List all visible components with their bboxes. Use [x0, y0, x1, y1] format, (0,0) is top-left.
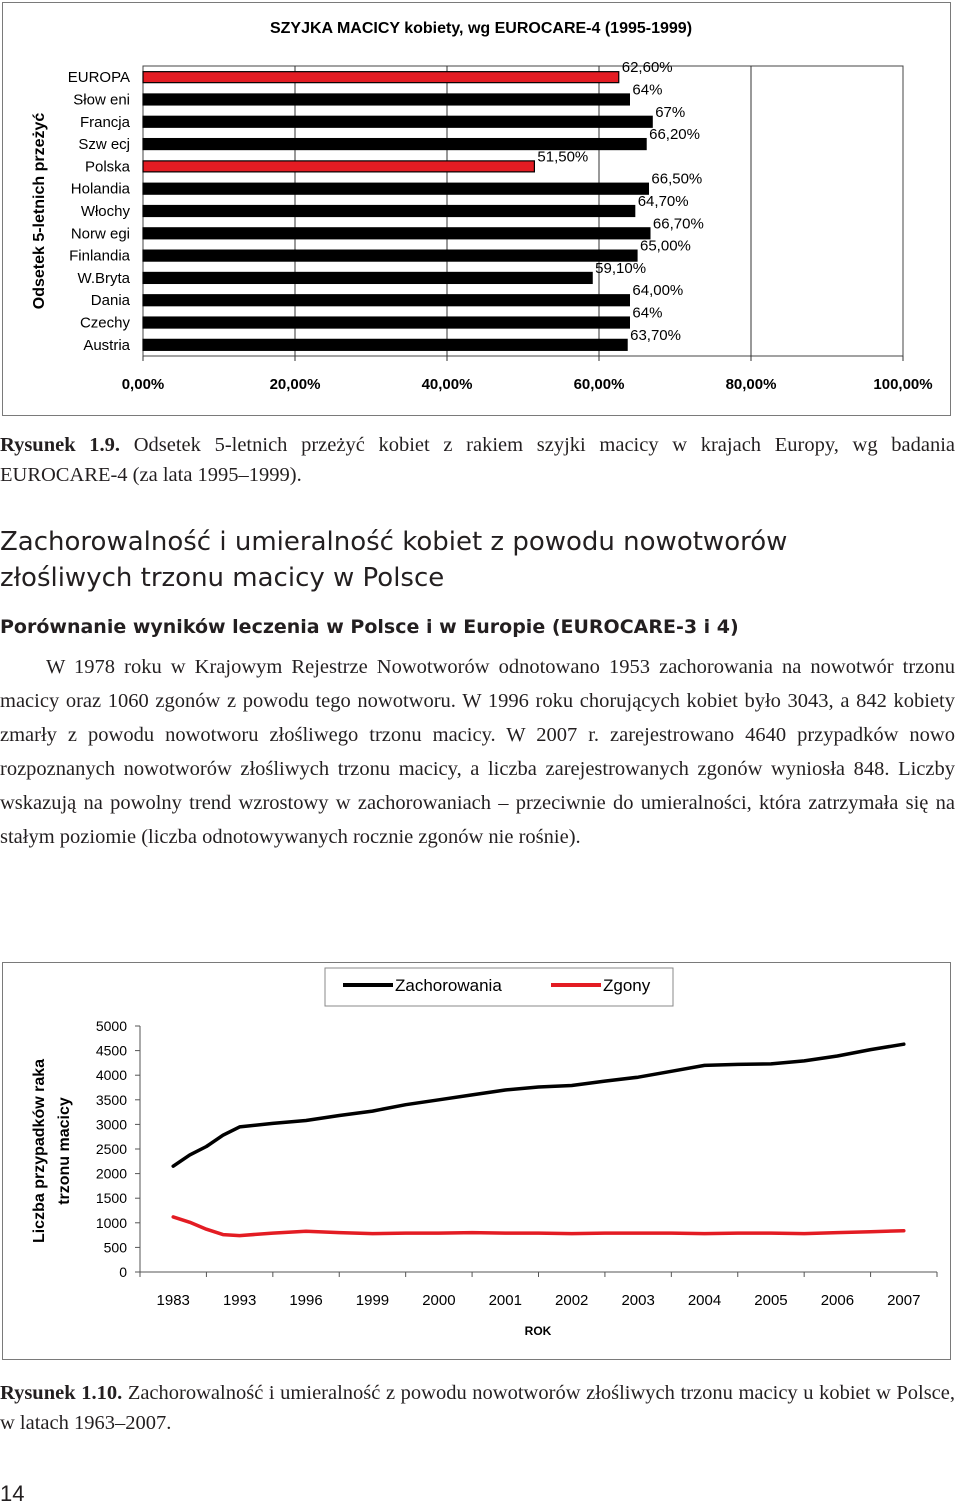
legend-label: Zgony	[603, 976, 651, 995]
x-tick-label: 1983	[156, 1292, 190, 1309]
x-tick-label: 1993	[222, 1292, 257, 1309]
body-paragraph: W 1978 roku w Krajowym Rejestrze Nowotworów odnotowano 1953 zachorowania na nowotwór trzonu macicy oraz 1060 zgonów z powodu tego nowotworu. W 1996 roku chorujących kobiet było 3043, a 842 kobiety zmarły z powodu nowotworu złośliwego trzonu macicy. W 2007 r. zarejestrowano 4640 przypadków nowo rozpoznanych nowotworów złośliwych trzonu macicy, a liczba zarejestrowanych zgonów wyniosła 848. Liczby wskazują na powolny trend wzrostowy w zachorowaniach – przeciwnie do umieralności, która zatrzymała się na stałym poziomie (liczba odnotowywanych rocznie zgonów nie rośnie).	[0, 656, 955, 848]
incidence-line-chart	[2, 962, 951, 1360]
bar-category-label: Słow eni	[73, 91, 130, 109]
subheading: Porównanie wyników leczenia w Polsce i w Europie (EUROCARE-3 i 4)	[0, 616, 739, 638]
y-tick-label: 2000	[95, 1165, 127, 1182]
bar-category-label: W.Bryta	[77, 269, 130, 287]
bar-value-label: 65,00%	[640, 237, 691, 255]
bar-value-label: 64%	[632, 304, 663, 322]
y-tick-label: 0	[119, 1264, 127, 1280]
y-tick-label: 1500	[95, 1190, 127, 1207]
y-axis-label: Odsetek 5-letnich przeżyć	[31, 112, 48, 310]
x-tick-label: 2007	[887, 1292, 921, 1309]
bar	[143, 250, 637, 261]
y-tick-label: 4500	[95, 1042, 127, 1059]
survival-bar-chart	[2, 2, 951, 416]
bar-category-label: EUROPA	[67, 69, 130, 87]
bar-value-label: 66,70%	[652, 215, 704, 233]
figure-1-9-text: Odsetek 5-letnich przeżyć kobiet z rakiem szyjki macicy w krajach Europy, wg badania EUROCARE-4 (za lata 1995–1999).	[0, 434, 955, 486]
y-axis-label-line-1: Liczba przypadków raka	[31, 1058, 48, 1244]
chart-title: SZYJKA MACICY kobiety, wg EUROCARE-4 (1995-1999)	[269, 20, 693, 37]
bar-value-label: 66,20%	[649, 126, 700, 144]
x-tick-label: 40,00%	[421, 376, 473, 393]
bar-value-label: 67%	[655, 103, 686, 121]
y-tick-label: 2500	[95, 1141, 127, 1157]
x-tick-label: 2005	[754, 1292, 788, 1309]
incidence-line-chart-svg	[3, 963, 952, 1361]
bar-category-label: Szw ecj	[78, 136, 130, 154]
y-axis-label-line-2: trzonu macicy	[56, 1097, 73, 1205]
bar-value-label: 64%	[632, 81, 663, 99]
bar-value-label: 66,50%	[651, 170, 703, 188]
bar-category-label: Francja	[79, 113, 130, 131]
x-tick-label: 2003	[621, 1292, 655, 1309]
bar-category-label: Polska	[84, 158, 130, 176]
x-tick-label: 1996	[289, 1292, 323, 1309]
figure-1-9-caption	[0, 430, 955, 490]
x-tick-label: 2006	[820, 1292, 855, 1309]
section-heading: Zachorowalność i umieralność kobiet z powodu nowotworów złośliwych trzonu macicy w Polsce	[0, 527, 788, 593]
bar-value-label: 62,60%	[621, 59, 673, 77]
x-tick-label: 2001	[488, 1292, 522, 1309]
bar	[143, 339, 627, 350]
bar-value-label: 64,00%	[632, 282, 684, 300]
y-tick-label: 3500	[95, 1091, 127, 1108]
bar	[143, 317, 629, 328]
bar-category-label: Dania	[90, 292, 130, 310]
bar	[143, 72, 619, 83]
bar	[143, 272, 592, 283]
bar	[143, 161, 534, 172]
x-tick-label: 2004	[687, 1292, 722, 1309]
x-tick-label: 2002	[555, 1292, 589, 1309]
bar-category-label: Czechy	[79, 314, 130, 332]
bar	[143, 206, 635, 217]
y-tick-label: 1000	[95, 1214, 127, 1231]
series-line-zgony	[173, 1217, 904, 1236]
survival-bar-chart-svg	[3, 3, 952, 417]
bar-category-label: Austria	[83, 336, 130, 354]
bar	[143, 94, 629, 105]
x-tick-label: 80,00%	[725, 376, 777, 393]
bar	[143, 116, 652, 127]
x-tick-label: 1999	[355, 1292, 390, 1309]
bar-category-label: Holandia	[70, 180, 130, 198]
figure-1-10-caption	[0, 1378, 955, 1438]
x-tick-label: 100,00%	[873, 376, 933, 393]
figure-1-10-text: Zachorowalność i umieralność z powodu nowotworów złośliwych trzonu macicy u kobiet w Polsce, w latach 1963–2007.	[0, 1382, 955, 1434]
y-tick-label: 3000	[95, 1116, 127, 1133]
x-tick-label: 20,00%	[269, 376, 321, 393]
bar-category-label: Finlandia	[69, 247, 130, 265]
series-line-zachorowania	[173, 1044, 904, 1166]
bar	[143, 228, 650, 239]
bar-category-label: Norw egi	[70, 225, 130, 243]
bar	[143, 183, 648, 194]
y-tick-label: 4000	[95, 1067, 127, 1084]
bar-value-label: 64,70%	[637, 193, 689, 210]
bar-category-label: Włochy	[80, 203, 130, 220]
page-number: 14	[0, 1481, 25, 1506]
body-text	[0, 650, 955, 854]
bar	[143, 295, 629, 306]
bar-value-label: 59,10%	[595, 259, 647, 277]
y-tick-label: 500	[103, 1239, 127, 1256]
x-axis-label: ROK	[524, 1324, 552, 1338]
figure-1-10-label: Rysunek 1.10.	[0, 1382, 123, 1404]
legend-label: Zachorowania	[395, 976, 502, 995]
bar-value-label: 51,50%	[537, 148, 589, 166]
x-tick-label: 60,00%	[573, 376, 625, 393]
figure-1-9-label: Rysunek 1.9.	[0, 434, 121, 456]
y-tick-label: 5000	[95, 1018, 127, 1034]
x-tick-label: 0,00%	[121, 376, 165, 393]
x-tick-label: 2000	[422, 1292, 456, 1309]
bar-value-label: 63,70%	[630, 326, 681, 344]
